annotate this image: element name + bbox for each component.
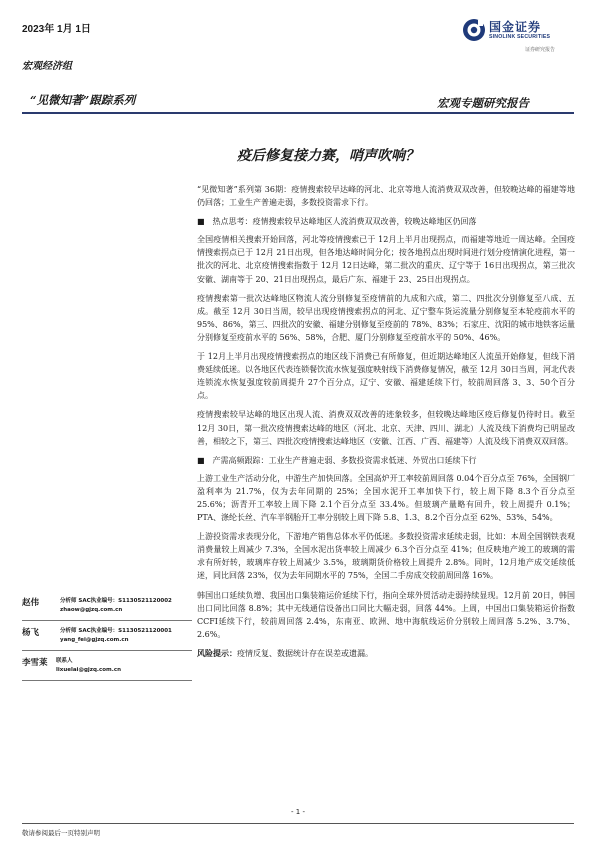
analyst-divider — [22, 620, 192, 621]
body-paragraph: 疫情搜索较早达峰的地区出现人流、消费双双改善的迹象较多，但较晚达峰地区疫后修复仍待时日。截至 12月 30日，第一批次疫情搜索达峰的地区（河北、北京、天津、四川、湖北）人流及线下消费均已明显改善，相较之下，第三、四批次疫情搜索达峰地区（安徽、江西、广西、福建等）人流及线下消费双双回落。 — [197, 410, 575, 446]
body-paragraph: 上游投资需求表现分化，下游地产销售总体水平仍低迷。多数投资需求延续走弱，比如：本周全国钢铁表观消费量较上周减少 7.3%，全国水泥出货率较上周减少 6.3个百分点至 41%；但反映地产竣工的玻璃的需求有所好转，玻璃库存较上周减少 3.5%，玻璃期货价格较上周提升 2.8%。同时，12月地产成交延续低迷，同比回落 23%，仅为去年同期水平的 75%，全国二手房成交较前周回落 16%。 — [197, 532, 575, 581]
intro-paragraph: “见微知著”系列第 36期：疫情搜索较早达峰的河北、北京等地人流消费双双改善，但较晚达峰的福建等地仍回落；工业生产普遍走弱，多数投资需求下行。 — [197, 185, 575, 208]
report-body — [197, 183, 575, 666]
body-paragraph: 于 12月上半月出现疫情搜索拐点的地区线下消费已有所修复，但近期达峰地区人流虽开始修复，但线下消费延续低迷。以各地区代表连锁餐饮流水恢复强度映射线下消费修复情况，截至 12月 30日当周，河北代表连锁流水恢复强度较前周提升 27个百分点，辽宁、安徽、福建延续下行，较前周回落 3、3、50个百分点。 — [197, 352, 575, 401]
body-paragraph: 上游工业生产活动分化，中游生产加快回落。全国高炉开工率较前周回落 0.04个百分点至 76%，全国钢厂盈利率为 21.7%，仅为去年同期的 25%；全国水泥开工率加快下行，较上周下降 8.3个百分点至 25.6%；沥青开工率较上周下降 2.1个百分点至 33.4%。但玻璃产量略有回升，较上周提升 0.1%；PTA、涤纶长丝、汽车半钢胎开工率分别较上周下降 5.8、1.3、8.2个百分点至 62%、53%、54%。 — [197, 473, 575, 523]
body-paragraph: 韩国出口延续负增、我国出口集装箱运价延续下行，指向全球外贸活动走弱持续显现。12月前 20日，韩国出口同比回落 8.8%；其中无线通信设备出口同比大幅走弱，回落 44%。上周，中国出口集装箱运价指数 CCFI延续下行，较前周回落 2.4%，东南亚、欧洲、地中海航线运价分别较上周回落 5.2%、3.7%、2.6%。 — [197, 590, 575, 639]
header-divider — [22, 112, 574, 114]
analyst-card — [22, 596, 192, 620]
analyst-credential: 分析师 SAC执业编号：S1130521120001 — [60, 628, 172, 634]
analyst-name: 赵伟 — [22, 598, 40, 608]
footer-disclaimer: 敬请参阅最后一页特别声明 — [22, 829, 100, 837]
analyst-divider — [22, 680, 192, 681]
analyst-credential: 联系人 — [56, 658, 73, 664]
analyst-info — [56, 657, 121, 675]
report-type: 宏观专题研究报告 — [437, 96, 529, 110]
analyst-card — [22, 656, 192, 680]
risk-warning — [197, 647, 575, 660]
analyst-email[interactable]: lixuelai@gjzq.com.cn — [56, 667, 122, 673]
series-name: “见微知著”跟踪系列 — [30, 93, 136, 107]
risk-label: 风险提示： — [197, 647, 237, 658]
research-group: 宏观经济组 — [22, 61, 72, 72]
analyst-info — [60, 597, 172, 615]
analyst-name: 李雪莱 — [22, 658, 48, 668]
analyst-email[interactable]: yang_fei@gjzq.com.cn — [60, 637, 129, 643]
risk-text: 疫情反复、数据统计存在误差或遗漏。 — [237, 648, 373, 658]
analyst-email[interactable]: zhaow@gjzq.com.cn — [60, 607, 123, 613]
report-title: 疫后修复接力赛，哨声吹响？ — [237, 148, 419, 164]
analyst-card — [22, 626, 192, 650]
company-logo — [462, 16, 574, 50]
body-paragraph: 全国疫情相关搜索开始回落，河北等疫情搜索已于 12月上半月出现拐点，而福建等地近一周达峰。全国疫情搜索拐点已于 12月 21日出现，但各地达峰时间分化；按各地拐点出现时间进行划分疫情演化进程，第一批次的河北、北京疫情搜索指数于 12月 12日达峰，第二批次的重庆、辽宁等于 16日出现拐点，第三批次安徽、湖南等于 20、21日出现拐点，最后广东、福建于 23、25日出现拐点。 — [197, 235, 575, 284]
analyst-info — [60, 627, 172, 645]
body-paragraph: 疫情搜索第一批次达峰地区物流人流分别修复至疫情前的九成和六成，第二、四批次分别修复至八成、五成。截至 12月 30日当周，较早出现疫情搜索拐点的河北、辽宁整车货运流量分别修复至本轮疫前水平的 95%、86%，第三、四批次的安徽、福建分别修复至疫前的 78%、83%；石家庄、沈阳的城市地铁客运量分别修复至疫前水平的 56%、58%，合肥、厦门分别修复至疫前水平的 50%、46%。 — [197, 293, 575, 342]
logo-english-text: SINOLINK SECURITIES — [489, 34, 551, 40]
report-date: 2023年 1月 1日 — [22, 24, 91, 35]
analyst-credential: 分析师 SAC执业编号：S1130521120002 — [60, 598, 172, 604]
logo-subtitle: 证券研究报告 — [525, 47, 556, 53]
logo-chinese-text: 国金证券 — [489, 20, 542, 34]
footer-divider — [22, 823, 574, 824]
section-heading-hot-topic: ■ 热点思考：疫情搜索较早达峰地区人流消费双双改善，较晚达峰地区仍回落 — [197, 217, 477, 227]
page-number: - 1 - — [291, 808, 305, 816]
analyst-divider — [22, 650, 192, 651]
section-heading-tracking: ■ 产需高频跟踪：工业生产普遍走弱、多数投资需求低迷、外贸出口延续下行 — [197, 455, 477, 465]
sinolink-logo-icon — [462, 18, 486, 42]
analyst-name: 杨飞 — [22, 628, 40, 638]
